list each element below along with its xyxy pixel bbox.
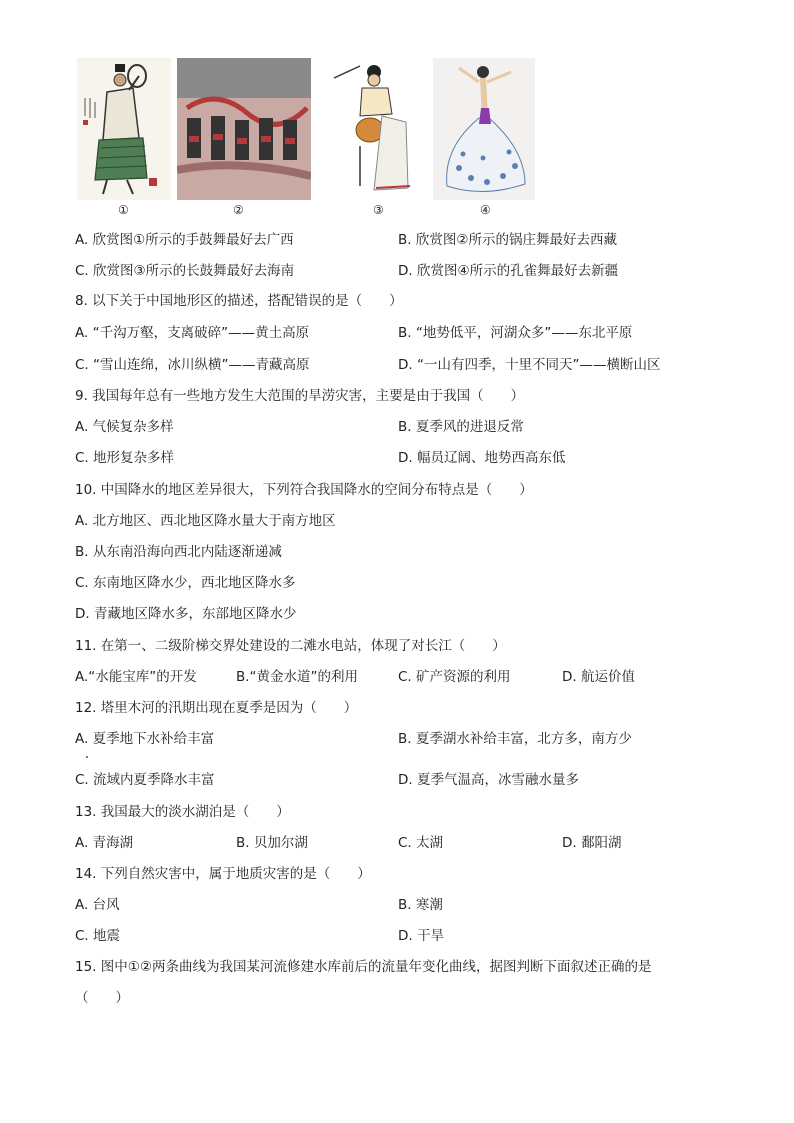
drum-dancer-illustration xyxy=(77,58,171,200)
q8-option-b[interactable]: B. “地势低平，河湖众多”——东北平原 xyxy=(398,325,633,341)
long-drum-dancer-illustration xyxy=(330,58,426,200)
q12-option-b[interactable]: B. 夏季湖水补给丰富，北方多，南方少 xyxy=(398,731,632,747)
q13-option-c[interactable]: C. 太湖 xyxy=(398,835,444,851)
q10-option-d[interactable]: D. 青藏地区降水多，东部地区降水少 xyxy=(75,606,297,622)
figure-2-label: ② xyxy=(233,203,244,217)
figure-4-peacock-dance xyxy=(433,58,535,200)
q14-option-b[interactable]: B. 寒潮 xyxy=(398,897,443,913)
q11-option-d[interactable]: D. 航运价值 xyxy=(562,669,635,685)
q9-option-a[interactable]: A. 气候复杂多样 xyxy=(75,419,174,435)
q14-option-a[interactable]: A. 台风 xyxy=(75,897,120,913)
q9-stem: 9. 我国每年总有一些地方发生大范围的旱涝灾害，主要是由于我国（ ） xyxy=(75,388,525,404)
q13-option-d[interactable]: D. 鄱阳湖 xyxy=(562,835,622,851)
q7-option-b[interactable]: B. 欣赏图②所示的锅庄舞最好去西藏 xyxy=(398,232,617,248)
q13-option-b[interactable]: B. 贝加尔湖 xyxy=(236,835,308,851)
q11-option-a[interactable]: A.“水能宝库”的开发 xyxy=(75,669,197,685)
q10-option-b[interactable]: B. 从东南沿海向西北内陆逐渐递减 xyxy=(75,544,282,560)
q7-option-c[interactable]: C. 欣赏图③所示的长鼓舞最好去海南 xyxy=(75,263,295,279)
q10-stem: 10. 中国降水的地区差异很大，下列符合我国降水的空间分布特点是（ ） xyxy=(75,482,533,498)
q11-option-c[interactable]: C. 矿产资源的利用 xyxy=(398,669,511,685)
q10-option-c[interactable]: C. 东南地区降水少，西北地区降水多 xyxy=(75,575,296,591)
q12-option-c[interactable]: C. 流域内夏季降水丰富 xyxy=(75,772,215,788)
q12-stem: 12. 塔里木河的汛期出现在夏季是因为（ ） xyxy=(75,700,358,716)
figure-4-label: ④ xyxy=(480,203,491,217)
q11-stem: 11. 在第一、二级阶梯交界处建设的二滩水电站，体现了对长江（ ） xyxy=(75,638,506,654)
figure-1-drum-dance xyxy=(77,58,171,200)
q8-option-d[interactable]: D. “一山有四季，十里不同天”——横断山区 xyxy=(398,357,661,373)
q15-stem-answer-blank: （ ） xyxy=(75,990,129,1006)
q9-option-d[interactable]: D. 幅员辽阔、地势西高东低 xyxy=(398,450,566,466)
stray-dot xyxy=(86,756,88,758)
q13-option-a[interactable]: A. 青海湖 xyxy=(75,835,134,851)
q14-option-c[interactable]: C. 地震 xyxy=(75,928,121,944)
q12-option-a[interactable]: A. 夏季地下水补给丰富 xyxy=(75,731,215,747)
q12-option-d[interactable]: D. 夏季气温高，冰雪融水量多 xyxy=(398,772,579,788)
peacock-dancer-illustration xyxy=(433,58,535,200)
q7-option-a[interactable]: A. 欣赏图①所示的手鼓舞最好去广西 xyxy=(75,232,294,248)
figure-1-label: ① xyxy=(118,203,129,217)
figure-3-long-drum-dance xyxy=(330,58,426,200)
group-dancers-illustration xyxy=(177,58,311,200)
q11-option-b[interactable]: B.“黄金水道”的利用 xyxy=(236,669,359,685)
q13-stem: 13. 我国最大的淡水湖泊是（ ） xyxy=(75,804,290,820)
q8-stem: 8. 以下关于中国地形区的描述，搭配错误的是（ ） xyxy=(75,293,403,309)
figure-2-guozhuang-dance xyxy=(177,58,311,200)
q9-option-b[interactable]: B. 夏季风的进退反常 xyxy=(398,419,524,435)
q8-option-a[interactable]: A. “千沟万壑，支离破碎”——黄土高原 xyxy=(75,325,310,341)
q14-option-d[interactable]: D. 干旱 xyxy=(398,928,444,944)
q9-option-c[interactable]: C. 地形复杂多样 xyxy=(75,450,175,466)
figure-3-label: ③ xyxy=(373,203,384,217)
q14-stem: 14. 下列自然灾害中，属于地质灾害的是（ ） xyxy=(75,866,371,882)
q15-stem: 15. 图中①②两条曲线为我国某河流修建水库前后的流量年变化曲线，据图判断下面叙述正确的是 xyxy=(75,959,652,975)
q8-option-c[interactable]: C. “雪山连绵，冰川纵横”——青藏高原 xyxy=(75,357,310,373)
q10-option-a[interactable]: A. 北方地区、西北地区降水量大于南方地区 xyxy=(75,513,336,529)
q7-option-d[interactable]: D. 欣赏图④所示的孔雀舞最好去新疆 xyxy=(398,263,619,279)
